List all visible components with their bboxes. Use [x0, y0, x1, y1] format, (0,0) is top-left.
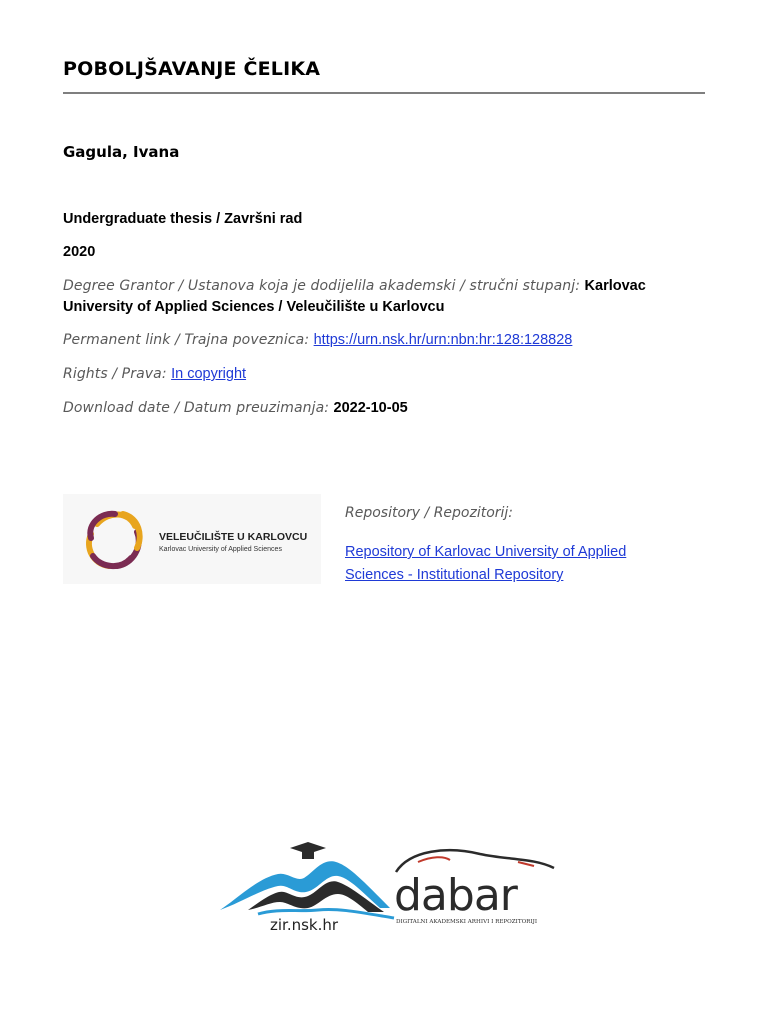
degree-grantor-value-part1: Karlovac: [584, 278, 646, 294]
zir-dabar-logos: [218, 838, 558, 938]
rights-line: [63, 364, 683, 385]
dabar-text: dabar: [394, 870, 517, 921]
repository-link-line2: Sciences - Institutional Repository: [345, 567, 564, 583]
institution-logo: [63, 494, 321, 584]
institution-name: VELEUČILIŠTE U KARLOVCU: [159, 531, 308, 543]
document-title: POBOLJŠAVANJE ČELIKA: [63, 58, 321, 80]
footer-logos: [218, 838, 558, 938]
download-date-value: 2022-10-05: [333, 400, 408, 416]
download-date-label: Download date / Datum preuzimanja:: [63, 400, 330, 416]
dabar-logo-icon: [394, 850, 554, 925]
rights-label: Rights / Prava:: [63, 366, 167, 382]
degree-grantor-label: Degree Grantor / Ustanova koja je dodijelila akademski / stručni stupanj:: [63, 278, 581, 294]
repository-label: Repository / Repozitorij:: [345, 505, 514, 521]
permanent-link-label: Permanent link / Trajna poveznica:: [63, 332, 310, 348]
year-line: [63, 242, 683, 263]
institution-emblem-icon: [63, 494, 321, 584]
permanent-link[interactable]: https://urn.nsk.hr/urn:nbn:hr:128:128828: [313, 332, 573, 348]
zir-text: zir.nsk.hr: [270, 916, 339, 934]
repository-link-line1: Repository of Karlovac University of Applied: [345, 544, 627, 560]
rights-link[interactable]: In copyright: [171, 366, 247, 382]
author-name: Gagula, Ivana: [63, 143, 180, 161]
title-divider: [63, 92, 705, 94]
thesis-type-line: [63, 209, 683, 230]
repository-link[interactable]: [345, 544, 626, 583]
dabar-tagline: DIGITALNI AKADEMSKI ARHIVI I REPOZITORIJI: [396, 919, 538, 925]
institution-subtitle: Karlovac University of Applied Sciences: [159, 546, 282, 553]
permanent-link-line: [63, 330, 683, 351]
thesis-year: 2020: [63, 244, 96, 260]
degree-grantor-value-part2: University of Applied Sciences / Veleučilište u Karlovcu: [63, 299, 445, 315]
download-date-line: [63, 398, 683, 419]
zir-logo-icon: [220, 842, 394, 934]
degree-grantor-line: [63, 276, 683, 318]
thesis-type: Undergraduate thesis / Završni rad: [63, 211, 303, 227]
repository-link-block: [345, 540, 635, 586]
